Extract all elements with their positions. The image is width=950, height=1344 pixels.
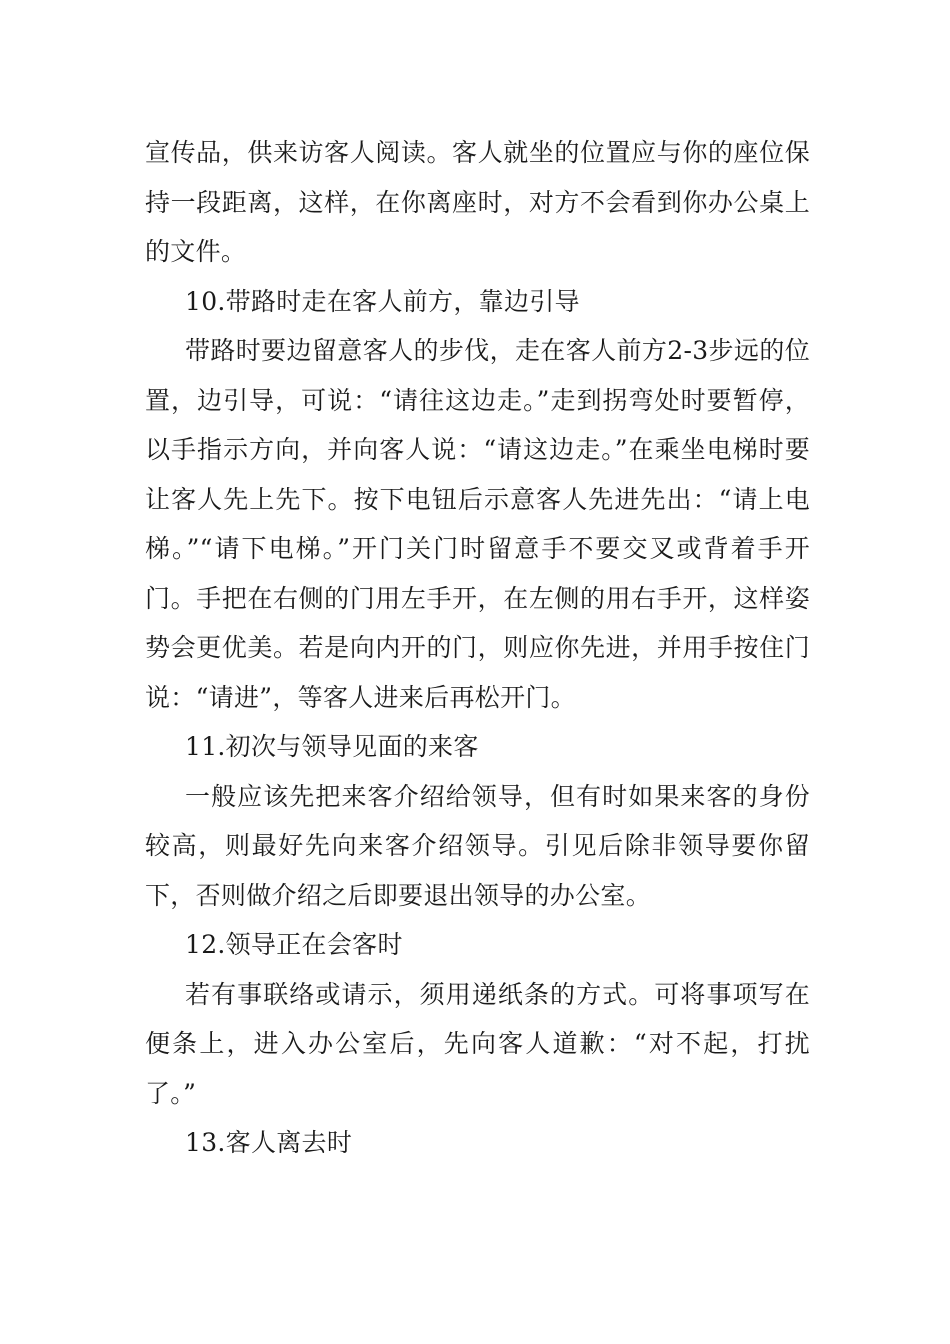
paragraph-continued: 宣传品，供来访客人阅读。客人就坐的位置应与你的座位保持一段距离，这样，在你离座时，对方不会看到你办公桌上的文件。 bbox=[145, 138, 810, 266]
section-heading-13: 13.客人离去时 bbox=[185, 1128, 353, 1157]
section-heading-11: 11.初次与领导见面的来客 bbox=[185, 732, 479, 761]
document-body bbox=[145, 128, 810, 1168]
paragraph-first-meeting: 一般应该先把来客介绍给领导，但有时如果来客的身份较高，则最好先向来客介绍领导。引见后除非领导要你留下，否则做介绍之后即要退出领导的办公室。 bbox=[145, 781, 810, 910]
section-heading-10: 10.带路时走在客人前方，靠边引导 bbox=[185, 286, 580, 316]
paragraph-leader-meeting: 若有事联络或请示，须用递纸条的方式。可将事项写在便条上，进入办公室后，先向客人道歉：“对不起，打扰了。” bbox=[145, 979, 810, 1108]
section-heading-12: 12.领导正在会客时 bbox=[185, 930, 403, 959]
paragraph-guiding-guests: 带路时要边留意客人的步伐，走在客人前方2-3步远的位置，边引导，可说：“请往这边走。”走到拐弯处时要暂停，以手指示方向，并向客人说：“请这边走。”在乘坐电梯时要让客人先上先下。按下电钮后示意客人先进先出：“请上电梯。”“请下电梯。”开门关门时留意手不要交叉或背着手开门。手把在右侧的门用左手开，在左侧的用右手开，这样姿势会更优美。若是向内开的门，则应你先进，并用手按住门说：“请进”，等客人进来后再松开门。 bbox=[145, 336, 810, 712]
